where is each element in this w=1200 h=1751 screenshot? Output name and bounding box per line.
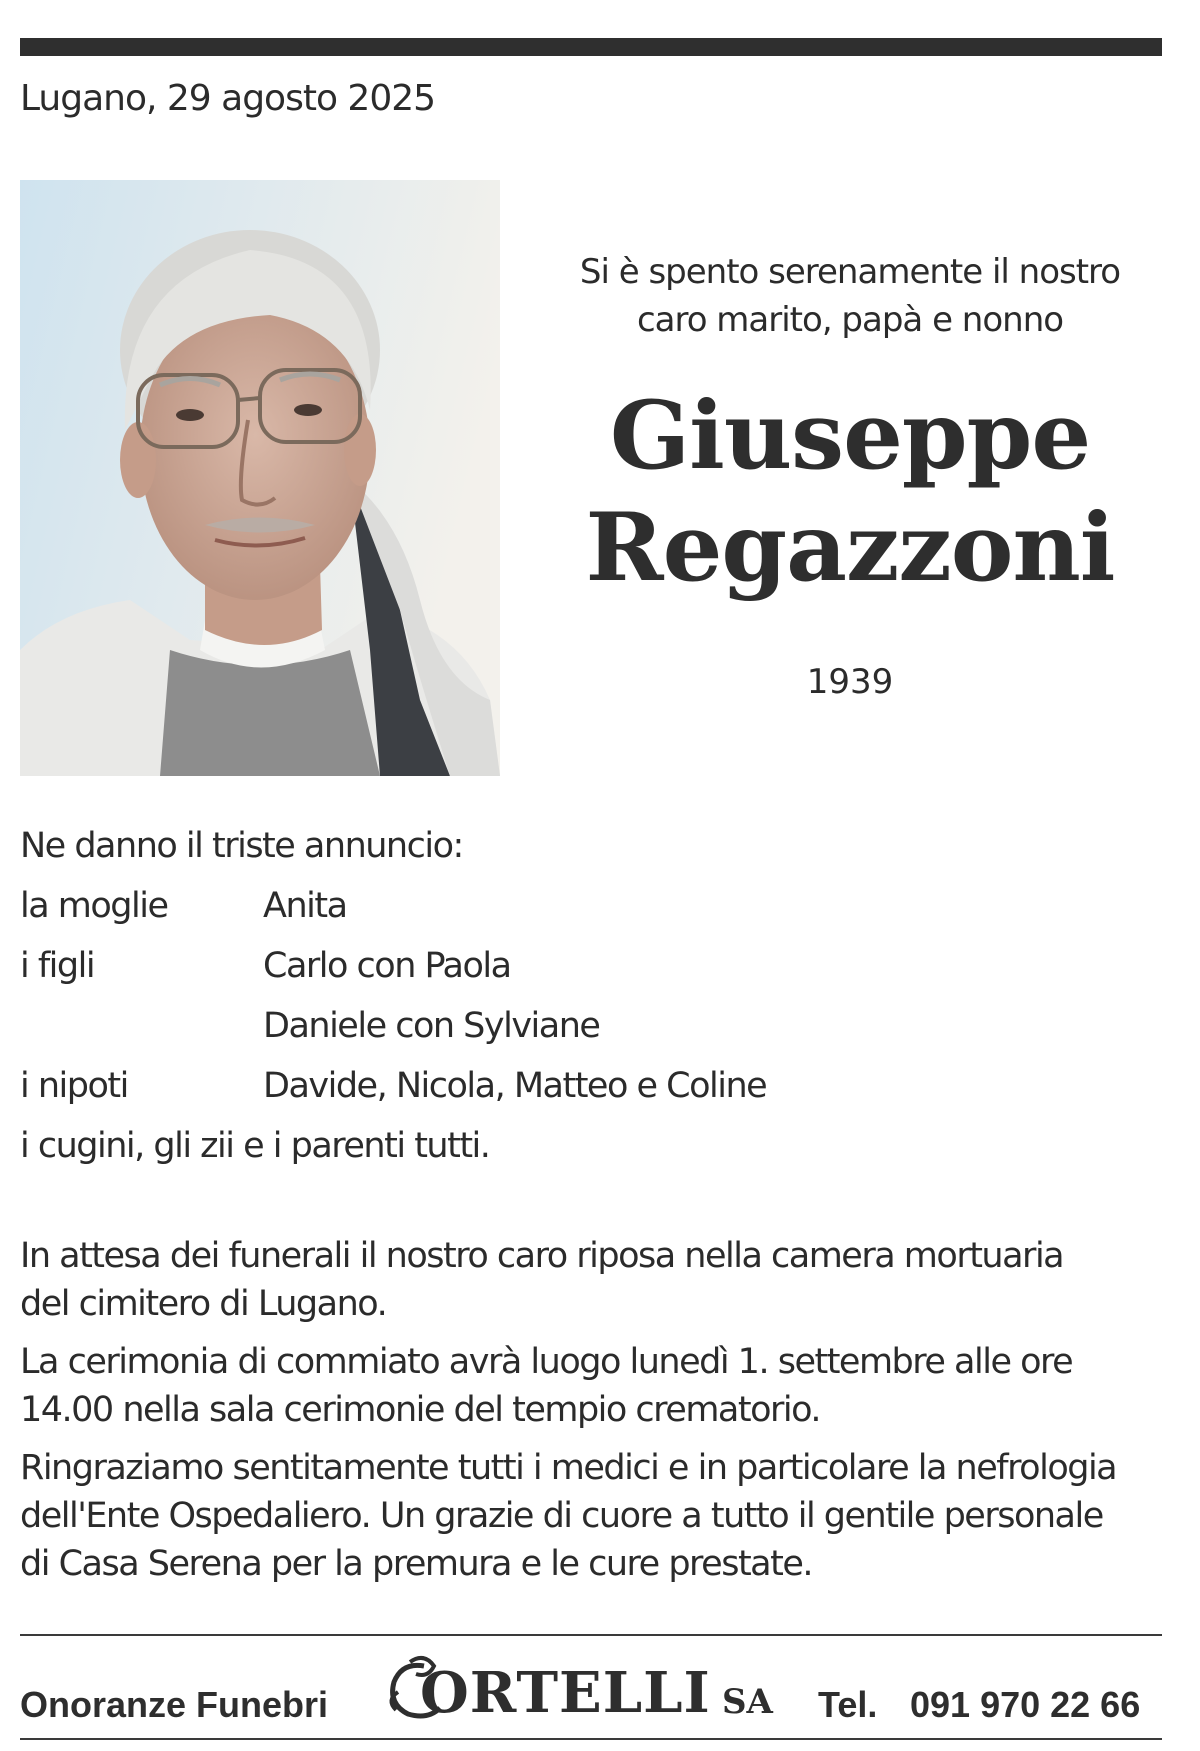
place-date: Lugano, 29 agosto 2025 xyxy=(20,78,436,119)
paragraph-line: La cerimonia di commiato avrà luogo lunedì 1. settembre alle ore xyxy=(20,1342,1073,1382)
paragraph-line: dell'Ente Ospedaliero. Un grazie di cuore a tutto il gentile personale xyxy=(20,1496,1103,1536)
paragraph-line: 14.00 nella sala cerimonie del tempio crematorio. xyxy=(20,1390,821,1430)
portrait-photo xyxy=(20,180,500,776)
paragraph-line: In attesa dei funerali il nostro caro riposa nella camera mortuaria xyxy=(20,1236,1064,1276)
deceased-name xyxy=(540,380,1160,604)
paragraph-line: del cimitero di Lugano. xyxy=(20,1284,387,1324)
paragraph-line: Ringraziamo sentitamente tutti i medici e in particolare la nefrologia xyxy=(20,1448,1117,1488)
relative-label: i nipoti xyxy=(20,1066,128,1106)
relative-label: la moglie xyxy=(20,886,168,926)
phone-label: Tel. xyxy=(818,1684,878,1725)
paragraph-ceremony xyxy=(20,1338,1170,1434)
last-name: Regazzoni xyxy=(585,493,1115,603)
funeral-service-label: Onoranze Funebri xyxy=(20,1684,329,1725)
announcement-title: Ne danno il triste annuncio: xyxy=(20,826,463,866)
top-border-bar xyxy=(20,38,1162,56)
relative-names: Daniele con Sylviane xyxy=(263,1006,600,1046)
relative-names: Anita xyxy=(263,886,347,926)
relative-names: Davide, Nicola, Matteo e Coline xyxy=(263,1066,767,1106)
paragraph-line: di Casa Serena per la premura e le cure prestate. xyxy=(20,1544,812,1584)
cortelli-logo xyxy=(384,1652,784,1736)
company-suffix: SA xyxy=(722,1682,773,1722)
first-name: Giuseppe xyxy=(609,381,1091,491)
footer-bottom-rule xyxy=(20,1738,1162,1740)
birth-year: 1939 xyxy=(806,662,894,702)
relative-label: i figli xyxy=(20,946,95,986)
phone-number: 091 970 22 66 xyxy=(910,1684,1141,1725)
paragraph-funeral-rest xyxy=(20,1232,1170,1328)
footer-top-rule xyxy=(20,1634,1162,1636)
intro-text xyxy=(540,248,1160,344)
intro-line-2: caro marito, papà e nonno xyxy=(636,300,1064,340)
relative-names: Carlo con Paola xyxy=(263,946,511,986)
paragraph-thanks xyxy=(20,1444,1170,1588)
company-name: ORTELLI xyxy=(420,1660,711,1726)
relatives-closing: i cugini, gli zii e i parenti tutti. xyxy=(20,1126,490,1166)
intro-line-1: Si è spento serenamente il nostro xyxy=(579,252,1121,292)
